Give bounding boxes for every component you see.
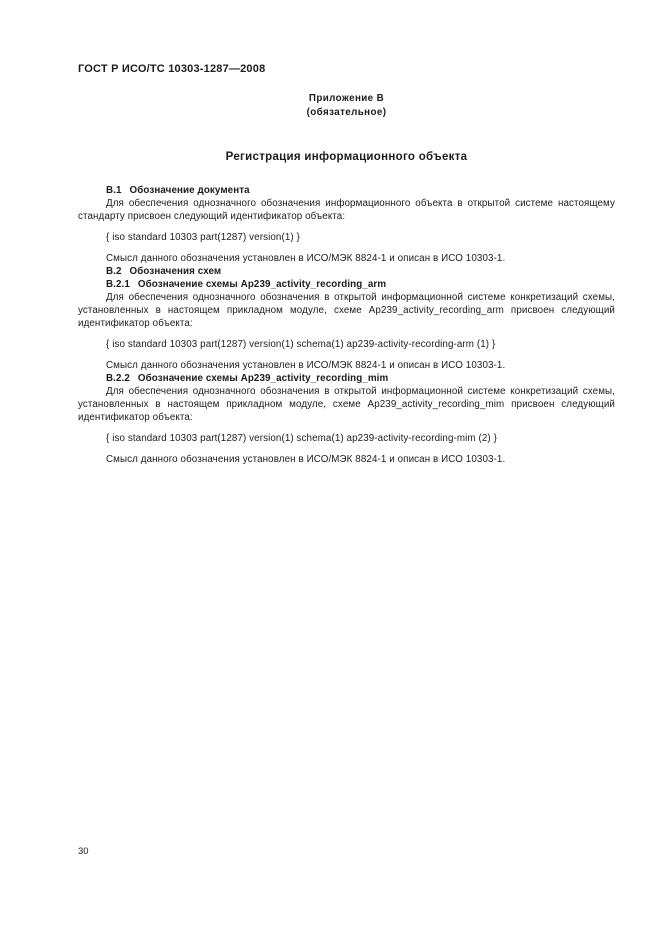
page-title: Регистрация информационного объекта bbox=[225, 151, 468, 163]
heading-number: В.2.1 bbox=[106, 279, 130, 290]
section-heading-b1 bbox=[78, 184, 615, 197]
object-identifier-b1: { iso standard 10303 part(1287) version(1) } bbox=[106, 232, 300, 243]
heading-label: Обозначение схемы Ap239_activity_recording_mim bbox=[137, 373, 389, 384]
paragraph-b1: Для обеспечения однозначного обозначения информационного объекта в открытой системе настоящему стандарту присвоен следующий идентификатор объекта: bbox=[78, 198, 615, 222]
heading-number: В.2 bbox=[106, 266, 122, 277]
annex-label: Приложение В bbox=[308, 93, 385, 104]
annex-block bbox=[78, 92, 615, 120]
section-heading-b21 bbox=[78, 278, 615, 291]
note-b22: Смысл данного обозначения установлен в ИСО/МЭК 8824-1 и описан в ИСО 10303-1. bbox=[106, 454, 506, 465]
annex-type: (обязательное) bbox=[306, 107, 387, 118]
page-number: 30 bbox=[78, 846, 89, 857]
note-b21: Смысл данного обозначения установлен в ИСО/МЭК 8824-1 и описан в ИСО 10303-1. bbox=[106, 360, 506, 371]
paragraph-b22: Для обеспечения однозначного обозначения в открытой информационной системе конкретизаций схемы, установленных в настоящем прикладном модуле, схеме Ap239_activity_recording_mim присвоен следующий идентификатор объекта: bbox=[78, 386, 615, 423]
heading-label: Обозначение документа bbox=[129, 185, 250, 196]
heading-label: Обозначения схем bbox=[129, 266, 222, 277]
page-content bbox=[78, 63, 615, 466]
section-heading-b22 bbox=[78, 372, 615, 385]
object-identifier-b21: { iso standard 10303 part(1287) version(1) schema(1) ap239-activity-recording-arm (1) } bbox=[106, 339, 496, 350]
note-b1: Смысл данного обозначения установлен в ИСО/МЭК 8824-1 и описан в ИСО 10303-1. bbox=[106, 253, 506, 264]
heading-number: В.1 bbox=[106, 185, 122, 196]
section-heading-b2 bbox=[78, 265, 615, 278]
paragraph-b21: Для обеспечения однозначного обозначения в открытой информационной системе конкретизаций схемы, установленных в настоящем прикладном модуле, схеме Ap239_activity_recording_arm присвоен следующий идентификатор объекта: bbox=[78, 292, 615, 329]
object-identifier-b22: { iso standard 10303 part(1287) version(1) schema(1) ap239-activity-recording-mim (2) } bbox=[106, 433, 497, 444]
document-body bbox=[78, 184, 615, 466]
running-header: ГОСТ Р ИСО/ТС 10303-1287—2008 bbox=[78, 63, 266, 75]
heading-label: Обозначение схемы Ap239_activity_recording_arm bbox=[137, 279, 387, 290]
heading-number: В.2.2 bbox=[106, 373, 130, 384]
